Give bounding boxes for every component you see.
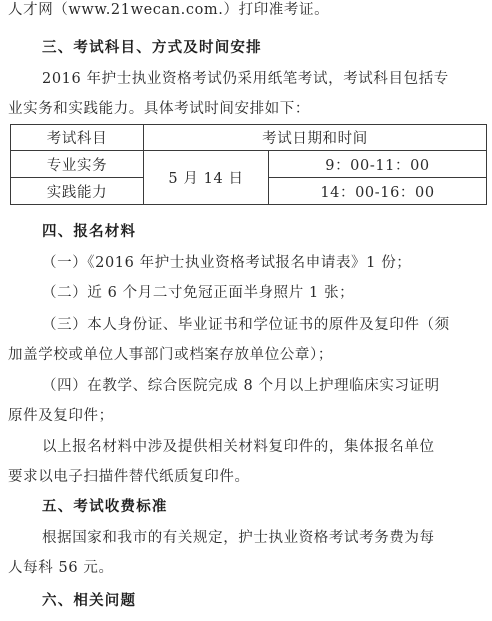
header-subject: 考试科目 (11, 125, 144, 151)
section-5-heading: 五、考试收费标准 (42, 499, 168, 515)
header-datetime: 考试日期和时间 (144, 125, 487, 151)
date-cell: 5 月 14 日 (144, 151, 269, 205)
table-row (11, 151, 487, 178)
intro-line: 人才网（www.21wecan.com.）打印准考证。 (8, 2, 330, 18)
material-item-4-line-2: 原件及复印件； (8, 408, 114, 424)
fee-text-line-2: 人每科 56 元。 (8, 560, 114, 576)
subject-cell: 实践能力 (11, 178, 144, 205)
material-item-4-line-1: （四）在教学、综合医院完成 8 个月以上护理临床实习证明 (42, 378, 440, 394)
subject-cell: 专业实务 (11, 151, 144, 178)
section-4-heading: 四、报名材料 (42, 224, 137, 240)
material-note-line-1: 以上报名材料中涉及提供相关材料复印件的，集体报名单位 (42, 439, 435, 455)
section-3-heading: 三、考试科目、方式及时间安排 (42, 40, 262, 56)
material-item-3-line-2: 加盖学校或单位人事部门或档案存放单位公章）； (8, 347, 333, 363)
section-6-heading: 六、相关问题 (42, 593, 137, 609)
material-note-line-2: 要求以电子扫描件替代纸质复印件。 (8, 469, 250, 485)
exam-schedule-table (10, 124, 487, 205)
material-item-1: （一）《2016 年护士执业资格考试报名申请表》1 份； (42, 255, 412, 271)
time-cell: 9：00-11：00 (269, 151, 487, 178)
material-item-3-line-1: （三）本人身份证、毕业证书和学位证书的原件及复印件（须 (42, 317, 450, 333)
section-3-text-line-2: 业实务和实践能力。具体考试时间安排如下： (8, 101, 310, 117)
material-item-2: （二）近 6 个月二寸免冠正面半身照片 1 张； (42, 285, 355, 301)
time-cell: 14：00-16：00 (269, 178, 487, 205)
fee-text-line-1: 根据国家和我市的有关规定，护士执业资格考试考务费为每 (42, 530, 435, 546)
table-header-row (11, 125, 487, 151)
section-3-text-line-1: 2016 年护士执业资格考试仍采用纸笔考试，考试科目包括专 (42, 71, 449, 87)
